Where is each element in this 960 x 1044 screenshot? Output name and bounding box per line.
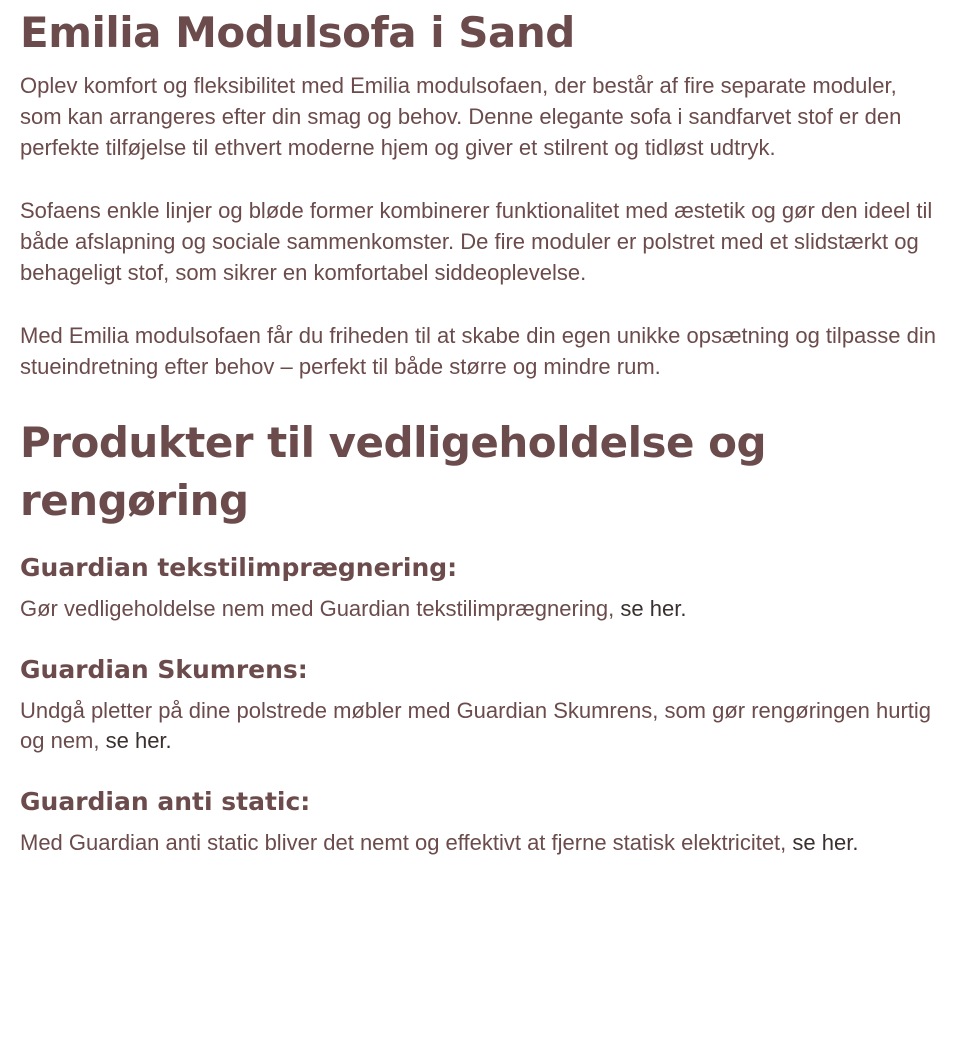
see-here-link[interactable]: se her. bbox=[105, 728, 172, 753]
care-item-text bbox=[20, 594, 940, 624]
care-item-heading: Guardian anti static: bbox=[20, 787, 311, 816]
care-item-impregnation bbox=[20, 552, 940, 624]
care-item-heading: Guardian tekstilimprægnering: bbox=[20, 553, 458, 582]
care-item-foam-cleaner bbox=[20, 654, 940, 756]
care-item-description: Med Guardian anti static bliver det nemt og effektivt at fjerne statisk elektricitet, bbox=[20, 830, 793, 855]
product-description-page bbox=[0, 8, 960, 858]
care-section-title: Produkter til vedligeholdelse og rengøring bbox=[20, 418, 767, 525]
care-item-description: Undgå pletter på dine polstrede møbler med Guardian Skumrens, som gør rengøringen hurtig og nem, bbox=[20, 698, 932, 753]
description-paragraph-2: Sofaens enkle linjer og bløde former kombinerer funktionalitet med æstetik og gør den ideel til både afslapning og sociale sammenkomster. De fire moduler er polstret med et slidstærkt og behageligt stof, som sikrer en komfortabel siddeoplevelse. bbox=[20, 198, 933, 285]
care-item-anti-static bbox=[20, 786, 940, 858]
see-here-link[interactable]: se her. bbox=[620, 596, 687, 621]
see-here-link[interactable]: se her. bbox=[792, 830, 859, 855]
description-paragraph-1: Oplev komfort og fleksibilitet med Emilia modulsofaen, der består af fire separate moduler, som kan arrangeres efter din smag og behov. Denne elegante sofa i sandfarvet stof er den perfekte tilføjelse til ethvert moderne hjem og giver et stilrent og tidløst udtryk. bbox=[20, 73, 902, 160]
care-item-text bbox=[20, 696, 940, 756]
product-title: Emilia Modulsofa i Sand bbox=[20, 8, 575, 57]
care-item-heading: Guardian Skumrens: bbox=[20, 655, 308, 684]
description-paragraph-3: Med Emilia modulsofaen får du friheden til at skabe din egen unikke opsætning og tilpasse din stueindretning efter behov – perfekt til både større og mindre rum. bbox=[20, 323, 936, 379]
care-item-description: Gør vedligeholdelse nem med Guardian tekstilimprægnering, bbox=[20, 596, 621, 621]
care-item-text bbox=[20, 828, 940, 858]
